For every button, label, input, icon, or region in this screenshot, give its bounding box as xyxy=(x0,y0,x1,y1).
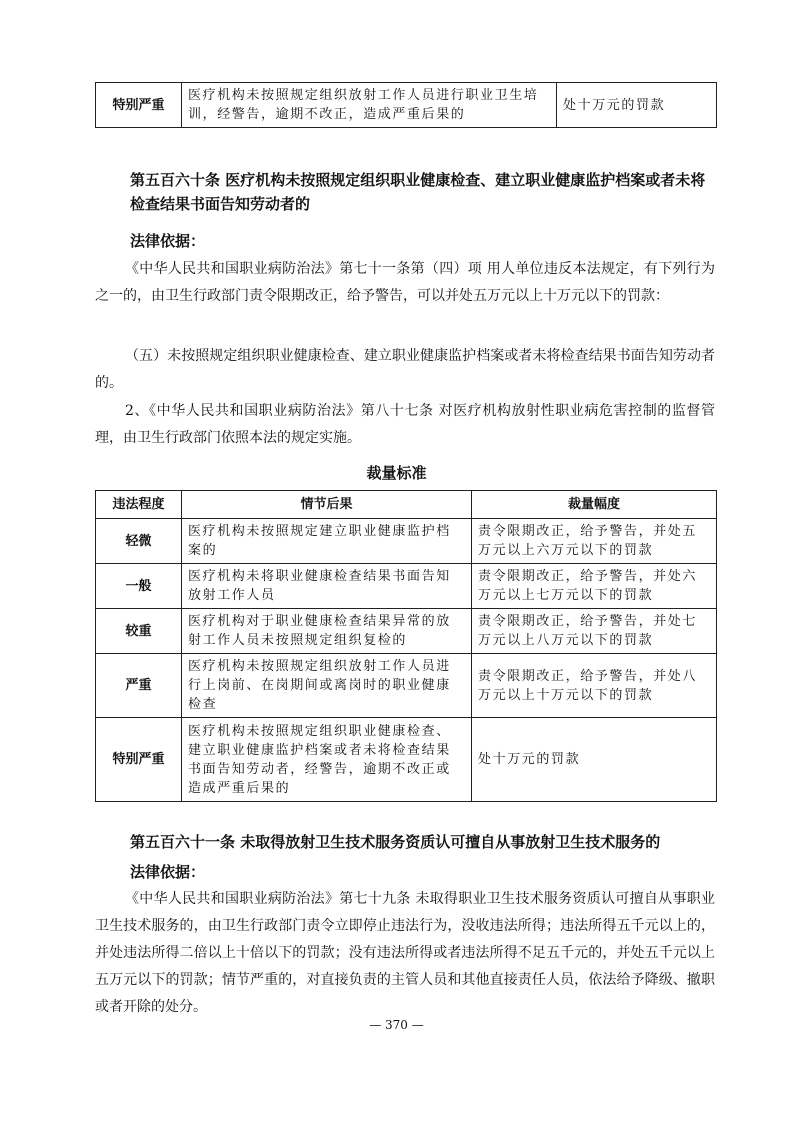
circumstance-cell: 医疗机构对于职业健康检查结果异常的放射工作人员未按照规定组织复检的 xyxy=(182,609,472,654)
table-row xyxy=(96,718,717,802)
circumstance-cell: 医疗机构未按照规定组织职业健康检查、建立职业健康监护档案或者未将检查结果书面告知劳动者，经警告，逾期不改正或造成严重后果的 xyxy=(182,718,472,802)
level-cell: 轻微 xyxy=(96,519,182,564)
penalty-cell: 责令限期改正，给予警告，并处五万元以上六万元以下的罚款 xyxy=(472,519,717,564)
level-cell: 特别严重 xyxy=(96,718,182,802)
penalty-cell: 处十万元的罚款 xyxy=(557,83,717,128)
header-circumstance: 情节后果 xyxy=(182,491,472,519)
circumstance-cell: 医疗机构未按照规定组织放射工作人员进行上岗前、在岗期间或离岗时的职业健康检查 xyxy=(182,654,472,718)
circumstance-cell: 医疗机构未按照规定组织放射工作人员进行职业卫生培训，经警告，逾期不改正，造成严重后果的 xyxy=(182,83,557,128)
level-cell: 较重 xyxy=(96,609,182,654)
article-560-basis-label: 法律依据： xyxy=(130,232,206,250)
article-561-para1: 《中华人民共和国职业病防治法》第七十九条 未取得职业卫生技术服务资质认可擅自从事职业卫生技术服务的，由卫生行政部门责令立即停止违法行为，没收违法所得；违法所得五千元以上的，并处违法所得二倍以上十倍以下的罚款；没有违法所得或者违法所得不足五千元的，并处五千元以上五万元以下的罚款；情节严重的，对直接负责的主管人员和其他直接责任人员，依法给予降级、撤职或者开除的处分。 xyxy=(95,891,715,1015)
table-row xyxy=(96,609,717,654)
circumstance-cell: 医疗机构未将职业健康检查结果书面告知放射工作人员 xyxy=(182,564,472,609)
level-cell: 一般 xyxy=(96,564,182,609)
top-penalty-table xyxy=(95,82,717,128)
article-560-heading: 第五百六十条 医疗机构未按照规定组织职业健康检查、建立职业健康监护档案或者未将检查结果书面告知劳动者的 xyxy=(130,171,706,213)
table-row xyxy=(96,654,717,718)
discretion-table xyxy=(95,490,717,802)
penalty-cell: 处十万元的罚款 xyxy=(472,718,717,802)
article-561-basis-label: 法律依据： xyxy=(130,863,206,881)
table-row xyxy=(96,83,717,128)
table-row xyxy=(96,519,717,564)
level-cell: 严重 xyxy=(96,654,182,718)
article-560-para1: 《中华人民共和国职业病防治法》第七十一条第（四）项 用人单位违反本法规定，有下列行为之一的，由卫生行政部门责令限期改正，给予警告，可以并处五万元以上十万元以下的罚款： xyxy=(95,261,715,304)
header-level: 违法程度 xyxy=(96,491,182,519)
discretion-table-title: 裁量标准 xyxy=(366,464,427,482)
penalty-cell: 责令限期改正，给予警告，并处六万元以上七万元以下的罚款 xyxy=(472,564,717,609)
table-header-row xyxy=(96,491,717,519)
penalty-cell: 责令限期改正，给予警告，并处八万元以上十万元以下的罚款 xyxy=(472,654,717,718)
article-560-para2: （五）未按照规定组织职业健康检查、建立职业健康监护档案或者未将检查结果书面告知劳动者的。 xyxy=(95,348,715,391)
penalty-cell: 责令限期改正，给予警告，并处七万元以上八万元以下的罚款 xyxy=(472,609,717,654)
page-number: — 370 — xyxy=(369,1018,424,1032)
header-penalty: 裁量幅度 xyxy=(472,491,717,519)
article-560-para3: 2、《中华人民共和国职业病防治法》第八十七条 对医疗机构放射性职业病危害控制的监督管理，由卫生行政部门依照本法的规定实施。 xyxy=(95,403,715,446)
table-row xyxy=(96,564,717,609)
article-561-heading: 第五百六十一条 未取得放射卫生技术服务资质认可擅自从事放射卫生技术服务的 xyxy=(130,833,661,851)
level-cell: 特别严重 xyxy=(96,83,182,128)
circumstance-cell: 医疗机构未按照规定建立职业健康监护档案的 xyxy=(182,519,472,564)
